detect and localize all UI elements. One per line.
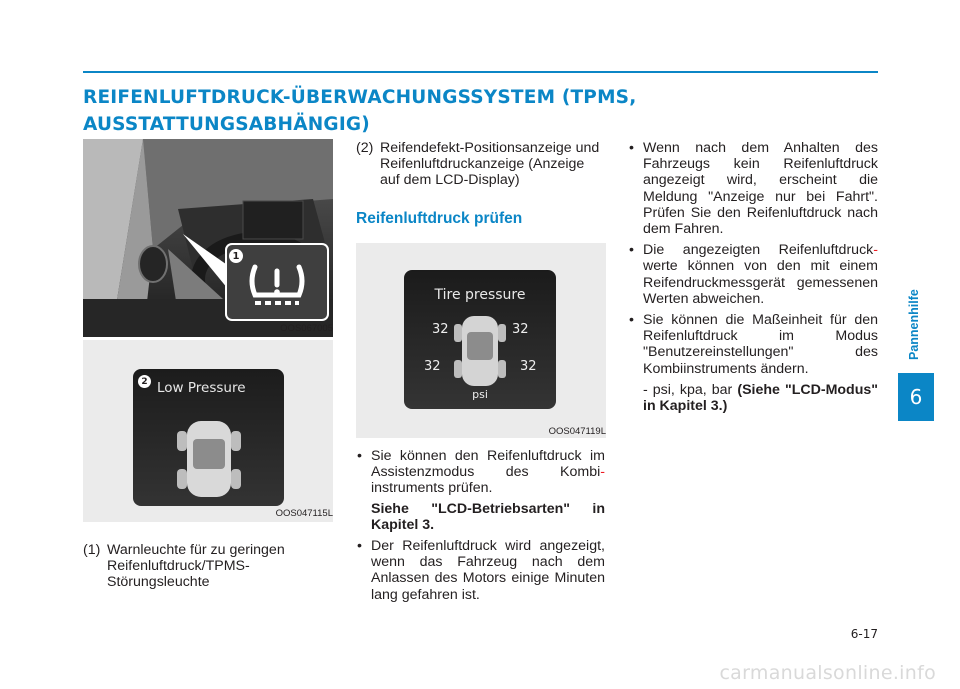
watermark: carmanualsonline.info: [719, 662, 936, 684]
car-top-view-icon: [173, 419, 245, 499]
bullet-no-pressure-shown: • Wenn nach dem Anhalten des Fahrzeugs kein Reifenluftdruck angezeigt wird, erscheint die Meldung "Anzeige nur bei Fahrt". Prüfen Sie den Reifenluftdruck nach dem Fahren.: [628, 140, 878, 237]
callout-2: [138, 375, 151, 388]
dashboard-photo: [83, 139, 333, 337]
title-line-1: REIFENLUFTDRUCK-ÜBERWACHUNGSSYSTEM (TPMS, AUSSTATTUNGSABHÄNGIG): [83, 87, 637, 135]
lcd-mode-ref-2: (Siehe "LCD-Modus" in Kapitel 3.): [643, 381, 879, 415]
callout-1-number: 1: [232, 250, 240, 262]
lcd-mode-reference: Siehe "LCD-Betriebsarten" in Kapitel 3.: [371, 500, 605, 533]
header-rule: [83, 71, 878, 73]
pressure-unit: psi: [472, 388, 488, 401]
item-2-number: (2): [356, 140, 374, 156]
item-1-text: Warnleuchte für zu geringen Reifenluftdruck/TPMS-Störungsleuchte: [107, 542, 285, 591]
rear-right-pressure: 32: [520, 359, 537, 374]
rear-left-pressure: 32: [424, 359, 441, 374]
figure-caption-3: OOS047119L: [548, 426, 606, 437]
low-pressure-figure: [83, 340, 333, 522]
units-list: - psi, kpa, bar: [643, 381, 733, 398]
front-right-pressure: 32: [512, 322, 529, 337]
item-2: [356, 140, 606, 189]
units-sub-item: [628, 382, 878, 414]
front-left-pressure: 32: [432, 322, 449, 337]
subheading-check-pressure: Reifenluftdruck prüfen: [356, 210, 523, 227]
col3-bullets: [628, 140, 878, 414]
low-pressure-label: Low Pressure: [157, 380, 246, 396]
low-pressure-screen: [133, 369, 284, 506]
bullet-change-unit: • Sie können die Maßeinheit für den Reifenluftdruck im Modus "Benutzereinstellungen" des Kombiinstruments ändern.: [628, 312, 878, 377]
tire-pressure-screen: [404, 270, 556, 409]
callout-2-number: 2: [141, 376, 148, 387]
section-tab-label: Pannenhilfe: [907, 289, 921, 361]
figure-caption-1: OOS067005: [280, 323, 333, 334]
item-2-text: Reifendefekt-Positionsanzeige und Reifenluftdruckanzeige (Anzeige auf dem LCD-Display): [380, 140, 600, 189]
figure-caption-2: OOS047115L: [275, 508, 333, 519]
car-top-view-icon-2: [452, 314, 508, 388]
col2-bullets: [356, 448, 605, 608]
chapter-number-tab: 6: [898, 373, 934, 421]
item-1-number: (1): [83, 542, 101, 558]
item-1: [83, 542, 333, 591]
callout-1: [229, 249, 243, 263]
page-number: 6-17: [850, 627, 878, 641]
bullet-assist-mode: • Sie können den Reifenluftdruck im Assistenzmodus des Kombi- instruments prüfen. Siehe "LCD-Betriebsarten" in Kapitel 3.: [356, 448, 605, 533]
tire-pressure-title: Tire pressure: [434, 287, 526, 303]
bullet-display-timing: • Der Reifenluftdruck wird angezeigt, wenn das Fahrzeug nach dem Anlassen des Motors einige Minuten lang gefahren ist.: [356, 538, 605, 603]
tire-pressure-figure: [356, 243, 606, 438]
bullet-pressure-deviation: • Die angezeigten Reifenluftdruck- werte können von den mit einem Reifendruckmessgerät gemessenen Werten abweichen.: [628, 242, 878, 307]
